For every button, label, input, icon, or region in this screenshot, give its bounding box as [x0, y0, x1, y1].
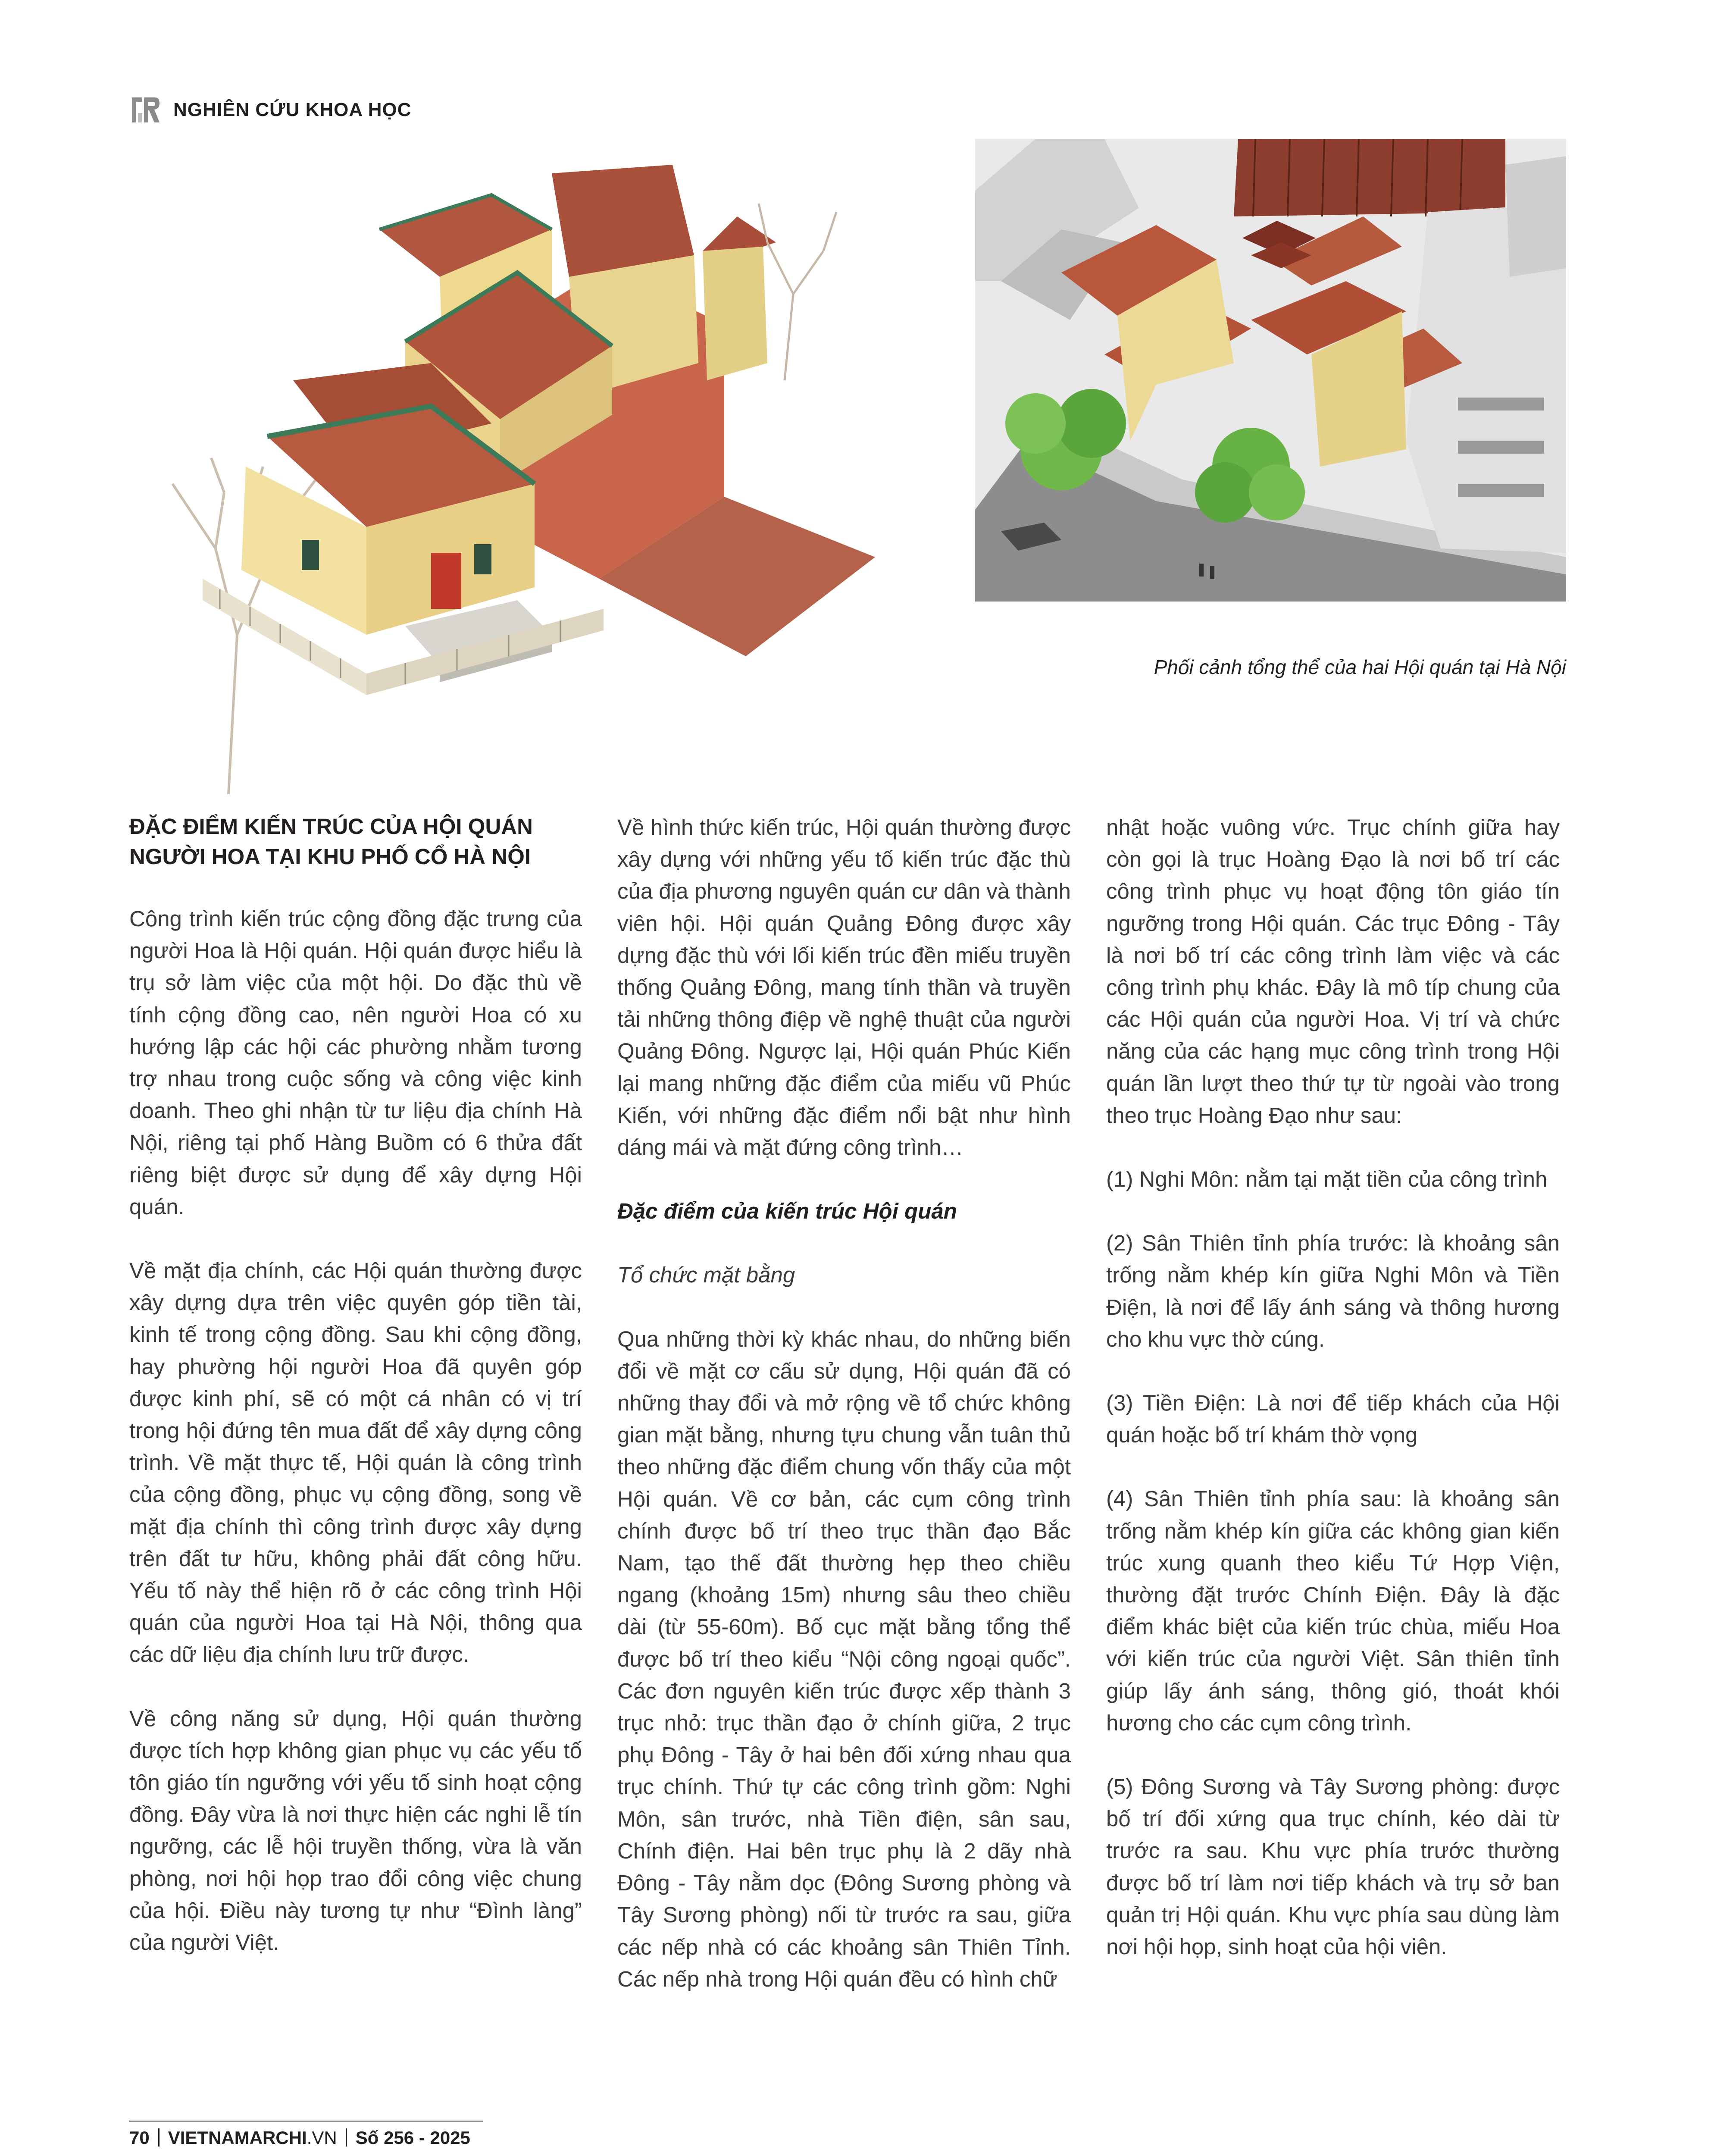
subheading: Đặc điểm của kiến trúc Hội quán [617, 1199, 957, 1224]
page-number: 70 [129, 2128, 150, 2148]
paragraph: Qua những thời kỳ khác nhau, do những biến đổi về mặt cơ cấu sử dụng, Hội quán đã có những thay đổi và mở rộng về tổ chức không gian mặt bằng, nhưng tựu chung vẫn tuân thủ theo những đặc điểm chung vốn thấy của một Hội quán. Về cơ bản, các cụm công trình chính được bố trí theo trục thần đạo Bắc Nam, tạo thế đất thường hẹp theo chiều ngang (khoảng 15m) nhưng sâu theo chiều dài (từ 55-60m). Bố cục mặt bằng tổng thể được bố trí theo kiểu “Nội công ngoại quốc”. Các đơn nguyên kiến trúc được xếp thành 3 trục nhỏ: trục thần đạo ở chính giữa, 2 trục phụ Đông - Tây ở hai bên đối xứng nhau qua trục chính. Thứ tự các công trình gồm: Nghi Môn, sân trước, nhà Tiền điện, sân sau, Chính điện. Hai bên trục phụ là 2 dãy nhà Đông - Tây nằm dọc (Đông Sương phòng và Tây Sương phòng) nối từ trước ra sau, giữa các nếp nhà có các khoảng sân Thiên Tỉnh. Các nếp nhà trong Hội quán đều có hình chữ [617, 1326, 1071, 1991]
footer-separator [158, 2128, 160, 2147]
paragraph: Về hình thức kiến trúc, Hội quán thường được xây dựng với những yếu tố kiến trúc đặc thù của địa phương nguyên quán cư dân và thành viên hội. Hội quán Quảng Đông được xây dựng đặc thù với lối kiến trúc đền miếu truyền thống Quảng Đông, mang tính thần và truyền tải những thông điệp về nghệ thuật của người Quảng Đông. Ngược lại, Hội quán Phúc Kiến lại mang những đặc điểm của miếu vũ Phúc Kiến, với những đặc điểm nổi bật như hình dáng mái và mặt đứng công trình… [617, 815, 1071, 1160]
column-3 [1106, 812, 1560, 1995]
magazine-logo-icon [129, 96, 161, 124]
issue-number: Số 256 - 2025 [355, 2128, 470, 2148]
article-heading: ĐẶC ĐIỂM KIẾN TRÚC CỦA HỘI QUÁN NGƯỜI HOA TẠI KHU PHỐ CỔ HÀ NỘI [129, 814, 533, 869]
footer-rule [129, 2121, 483, 2122]
assembly-hall-render-left [164, 139, 875, 794]
list-item: (3) Tiền Điện: Là nơi để tiếp khách của Hội quán hoặc bố trí khám thờ vọng [1106, 1391, 1560, 1448]
figure-caption: Phối cảnh tổng thể của hai Hội quán tại Hà Nội [1154, 656, 1566, 678]
street-perspective-render-right [975, 139, 1566, 602]
column-2 [617, 812, 1071, 2027]
column-1 [129, 812, 582, 1990]
section-title: NGHIÊN CỨU KHOA HỌC [173, 99, 412, 120]
sub-subheading: Tổ chức mặt bằng [617, 1263, 795, 1288]
paragraph: Về mặt địa chính, các Hội quán thường được xây dựng dựa trên việc quyên góp tiền tài, kinh tế trong cộng đồng. Sau khi cộng đồng, hay phường hội người Hoa đã quyên góp được kinh phí, sẽ có một cá nhân có vị trí trong hội đứng tên mua đất để xây dựng công trình. Về mặt thực tế, Hội quán là công trình của cộng đồng, phục vụ cộng đồng, song về mặt địa chính thì công trình được xây dựng trên đất tư hữu, không phải đất công hữu. Yếu tố này thể hiện rõ ở các công trình Hội quán của người Hoa tại Hà Nội, thông qua các dữ liệu địa chính lưu trữ được. [129, 1258, 582, 1667]
page-footer [129, 2128, 470, 2148]
list-item: (4) Sân Thiên tỉnh phía sau: là khoảng sân trống nằm khép kín giữa các không gian kiến trúc xung quanh theo kiểu Tứ Hợp Viện, thường đặt trước Chính Điện. Đây là đặc điểm khác biệt của kiến trúc chùa, miếu Hoa với kiến trúc của người Việt. Sân thiên tỉnh giúp lấy ánh sáng, thông gió, thoát khói hương cho các cụm công trình. [1106, 1486, 1560, 1735]
paragraph: Công trình kiến trúc cộng đồng đặc trưng của người Hoa là Hội quán. Hội quán được hiểu là trụ sở làm việc của một hội. Do đặc thù về tính cộng đồng cao, nên người Hoa có xu hướng lập các hội các phường nhằm tương trợ nhau trong cuộc sống và công việc kinh doanh. Theo ghi nhận từ tư liệu địa chính Hà Nội, riêng tại phố Hàng Buồm có 6 thửa đất riêng biệt được sử dụng để xây dựng Hội quán. [129, 906, 582, 1219]
footer-separator [346, 2128, 347, 2147]
list-item: (5) Đông Sương và Tây Sương phòng: được bố trí đối xứng qua trục chính, kéo dài từ trước ra sau. Khu vực phía trước thường được bố trí làm nơi tiếp khách và trụ sở ban quản trị Hội quán. Khu vực phía sau dùng làm nơi hội họp, sinh hoạt của hội viên. [1106, 1774, 1560, 1959]
website-suffix: .VN [307, 2128, 337, 2148]
website-name: VIETNAMARCHI [168, 2128, 307, 2148]
paragraph: Về công năng sử dụng, Hội quán thường được tích hợp không gian phục vụ các yếu tố tôn giáo tín ngưỡng với yếu tố sinh hoạt cộng đồng. Đây vừa là nơi thực hiện các nghi lễ tín ngưỡng, các lễ hội truyền thống, vừa là văn phòng, nơi hội họp trao đổi công việc chung của hội. Điều này tương tự như “Đình làng” của người Việt. [129, 1706, 582, 1955]
paragraph: nhật hoặc vuông vức. Trục chính giữa hay còn gọi là trục Hoàng Đạo là nơi bố trí các công trình phục vụ hoạt động tôn giáo tín ngưỡng trong Hội quán. Các trục Đông - Tây là nơi bố trí các công trình làm việc và các công trình phụ khác. Đây là mô típ chung của các Hội quán của người Hoa. Vị trí và chức năng của các hạng mục công trình trong Hội quán lần lượt theo thứ tự từ ngoài vào trong theo trục Hoàng Đạo như sau: [1106, 815, 1560, 1128]
list-item: (1) Nghi Môn: nằm tại mặt tiền của công trình [1106, 1167, 1548, 1192]
list-item: (2) Sân Thiên tỉnh phía trước: là khoảng sân trống nằm khép kín giữa Nghi Môn và Tiền Điện, là nơi để lấy ánh sáng và thông hương cho khu vực thờ cúng. [1106, 1231, 1560, 1351]
